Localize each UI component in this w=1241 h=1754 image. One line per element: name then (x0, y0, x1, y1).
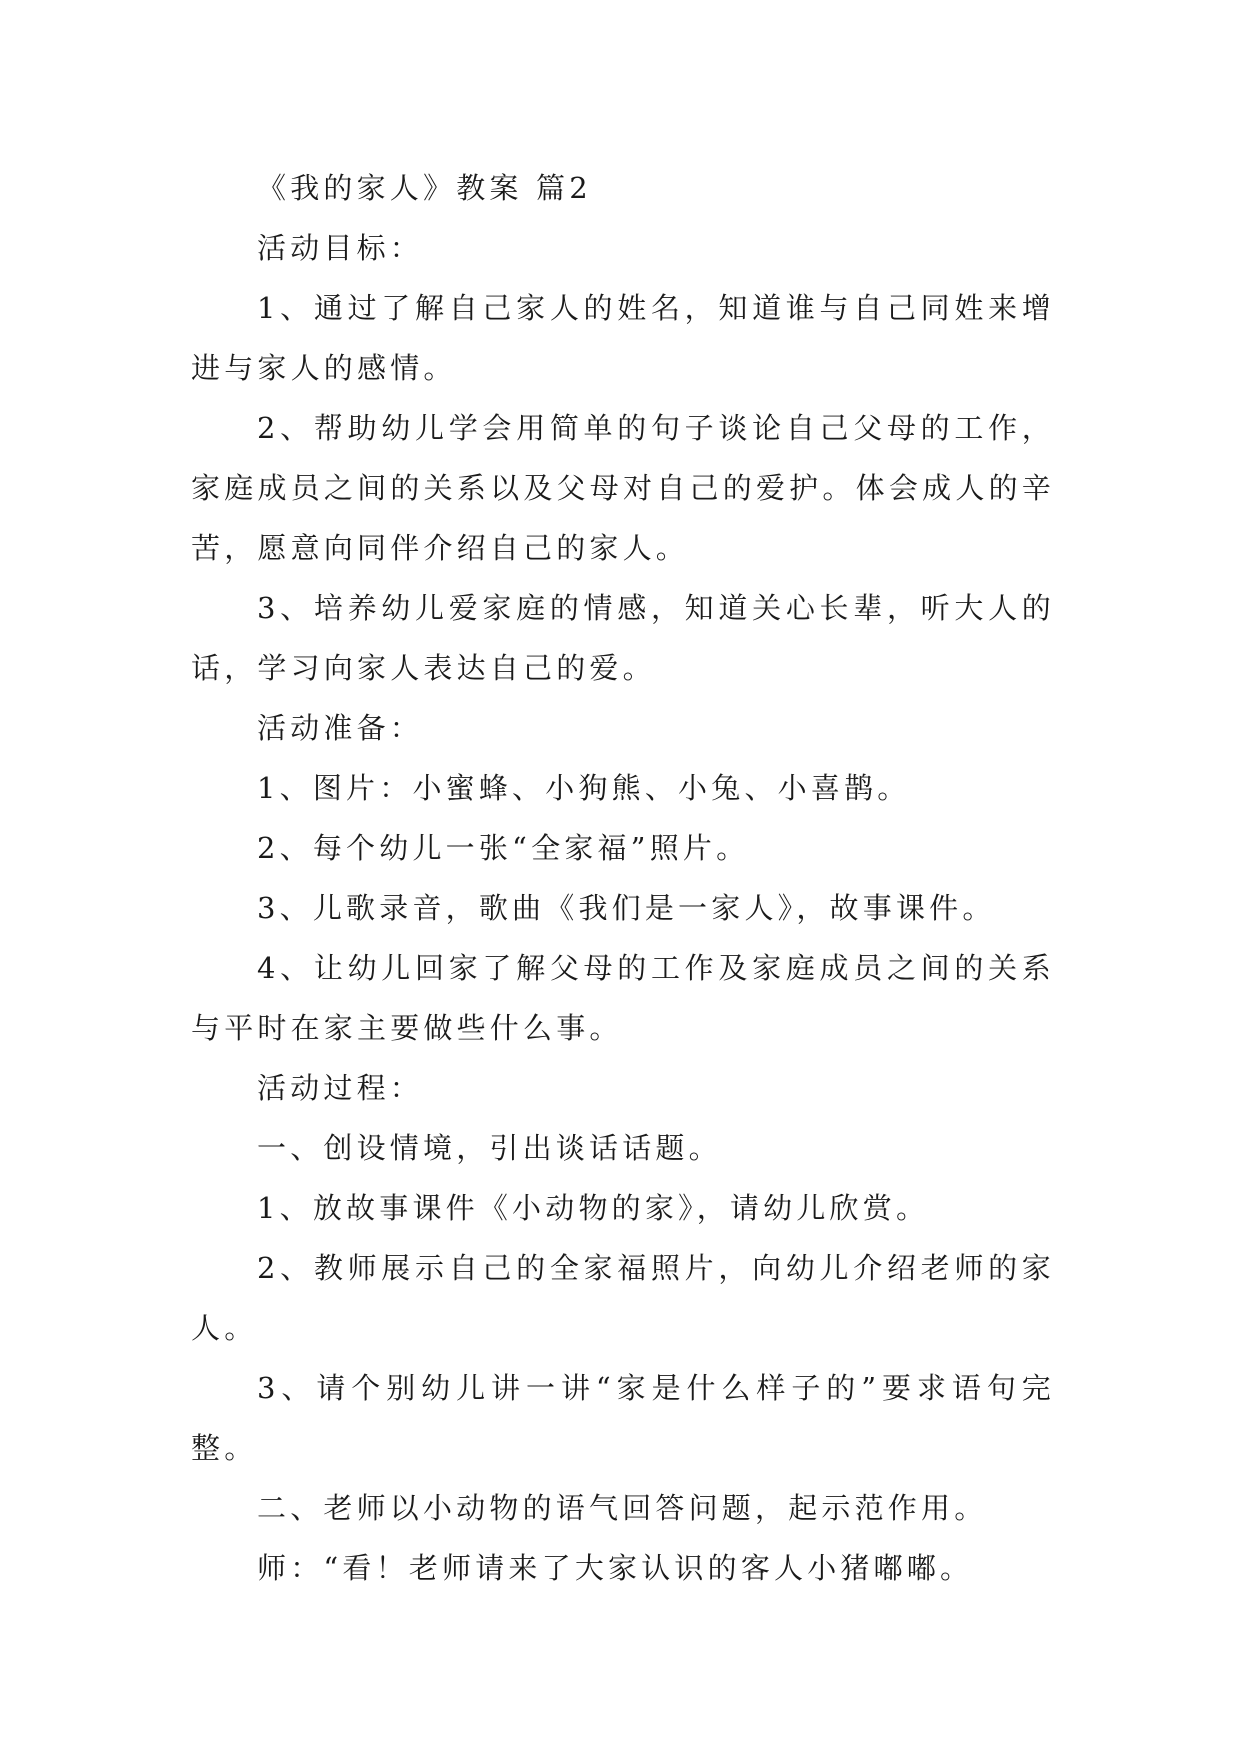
section-heading-goals: 活动目标： (257, 231, 424, 265)
document-body (191, 158, 1055, 1598)
paragraph: 4、让幼儿回家了解父母的工作及家庭成员之间的关系与平时在家主要做些什么事。 (191, 951, 1055, 1045)
paragraph: 3、请个别幼儿讲一讲“家是什么样子的”要求语句完整。 (191, 1371, 1055, 1465)
paragraph: 3、培养幼儿爱家庭的情感，知道关心长辈，听大人的话，学习向家人表达自己的爱。 (191, 591, 1055, 685)
paragraph: 2、教师展示自己的全家福照片，向幼儿介绍老师的家人。 (191, 1251, 1055, 1345)
paragraph: 1、放故事课件《小动物的家》，请幼儿欣赏。 (257, 1191, 930, 1225)
paragraph: 1、通过了解自己家人的姓名，知道谁与自己同姓来增进与家人的感情。 (191, 291, 1055, 385)
section-heading-process: 活动过程： (257, 1071, 424, 1105)
paragraph: 二、老师以小动物的语气回答问题，起示范作用。 (257, 1491, 988, 1525)
paragraph: 2、每个幼儿一张“全家福”照片。 (257, 831, 750, 865)
paragraph: 1、图片：小蜜蜂、小狗熊、小兔、小喜鹊。 (257, 771, 911, 805)
paragraph: 一、创设情境，引出谈话话题。 (257, 1131, 722, 1165)
section-heading-preparation: 活动准备： (257, 711, 424, 745)
paragraph: 3、儿歌录音，歌曲《我们是一家人》，故事课件。 (257, 891, 996, 925)
paragraph: 师：“看！老师请来了大家认识的客人小猪嘟嘟。 (257, 1551, 974, 1585)
paragraph: 2、帮助幼儿学会用简单的句子谈论自己父母的工作，家庭成员之间的关系以及父母对自己的爱护。体会成人的辛苦，愿意向同伴介绍自己的家人。 (191, 411, 1055, 565)
document-title: 《我的家人》教案 篇2 (257, 171, 592, 205)
